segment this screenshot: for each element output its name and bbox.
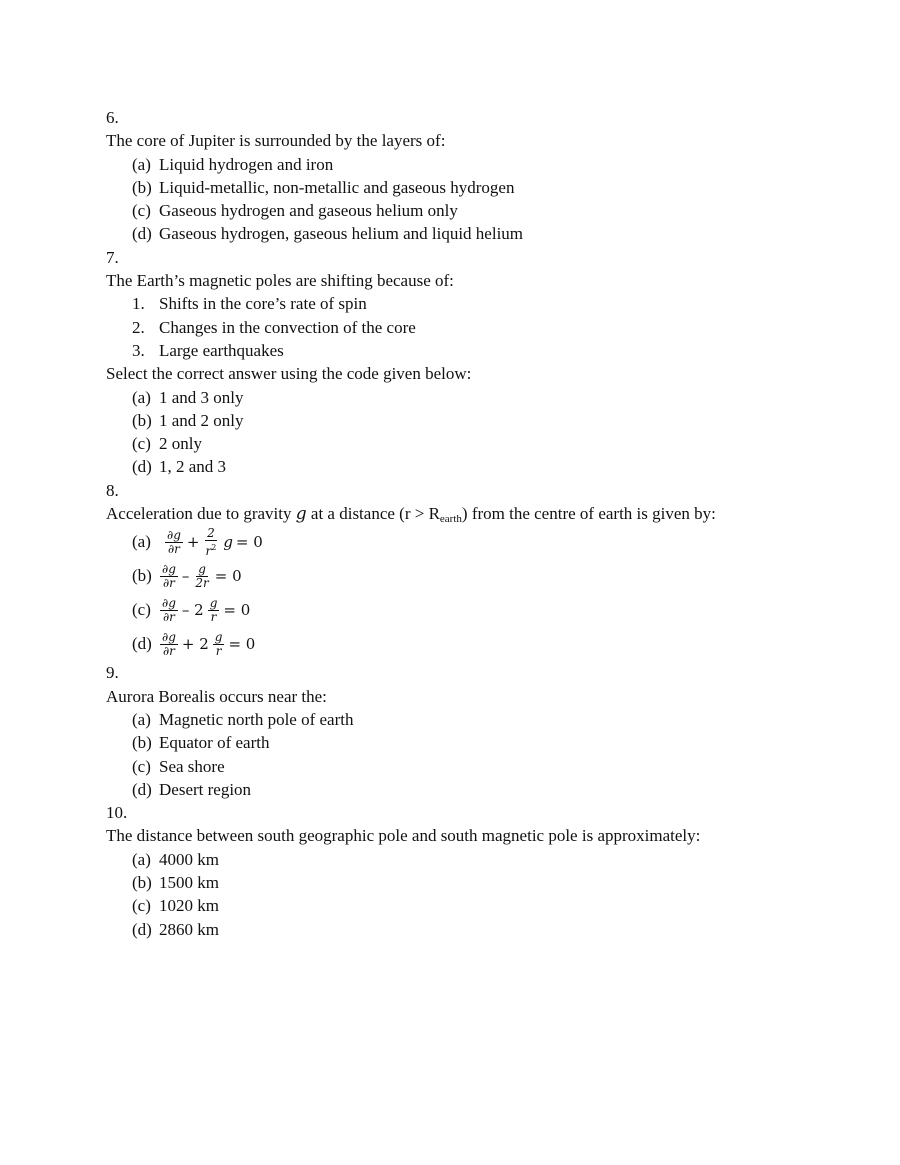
option-b: (b) Equator of earth [132,733,270,753]
question-text: The Earth’s magnetic poles are shifting because of: [106,271,454,291]
statement-3: 3. Large earthquakes [132,340,284,360]
option-c: (c) Sea shore [132,756,225,776]
option-c-equation: (c) $\frac{\partial g}{\partial r}$ – 2 $\frac{g}{r}$ = 0 [132,595,251,624]
option-a: (a) 1 and 3 only [132,387,244,407]
question-number: 10. [106,803,128,823]
question-8 [106,479,866,662]
question-7 [106,246,866,479]
option-a: (a) Liquid hydrogen and iron [132,154,334,174]
question-number: 6. [106,108,119,127]
question-6 [106,106,866,246]
question-number: 7. [106,247,119,267]
question-text: Aurora Borealis occurs near the: [106,686,327,706]
option-b: (b) Liquid-metallic, non-metallic and gaseous hydrogen [132,177,515,197]
option-b-equation: (b) $\frac{\partial g}{\partial r}$ – $\frac{g}{2r}$ = 0 [132,561,242,590]
option-d: (d) 2860 km [132,919,219,939]
option-d: (d) Desert region [132,779,252,799]
option-d-equation: (d) $\frac{\partial g}{\partial r}$ + 2 $\frac{g}{r}$ = 0 [132,629,256,658]
question-text: Acceleration due to gravity g at a distance $(r > R_{earth})$ from the centre of earth is given by: [106,504,716,526]
question-text: The core of Jupiter is surrounded by the layers of: [106,131,446,151]
option-d: (d) Gaseous hydrogen, gaseous helium and liquid helium [132,224,524,244]
question-number: 9. [106,663,119,683]
option-a-equation: (a) $\frac{\partial g}{\partial r}$ + $\frac{2}{r^2}$ g = 0 [132,525,263,558]
question-9 [106,661,866,801]
option-c: (c) 2 only [132,434,202,454]
question-page [106,106,866,941]
option-d: (d) 1, 2 and 3 [132,457,227,477]
question-text: The distance between south geographic pole and south magnetic pole is approximately: [106,826,701,846]
option-b: (b) 1 and 2 only [132,410,244,430]
question-number: 8. [106,480,119,500]
statement-2: 2. Changes in the convection of the core [132,317,416,337]
statement-1: 1. Shifts in the core’s rate of spin [132,294,367,314]
option-c: (c) 1020 km [132,896,219,916]
question-10 [106,801,866,941]
option-a: (a) Magnetic north pole of earth [132,709,354,729]
instruction-text: Select the correct answer using the code given below: [106,364,472,384]
option-a: (a) 4000 km [132,849,219,869]
option-b: (b) 1500 km [132,873,219,893]
option-c: (c) Gaseous hydrogen and gaseous helium only [132,201,458,221]
